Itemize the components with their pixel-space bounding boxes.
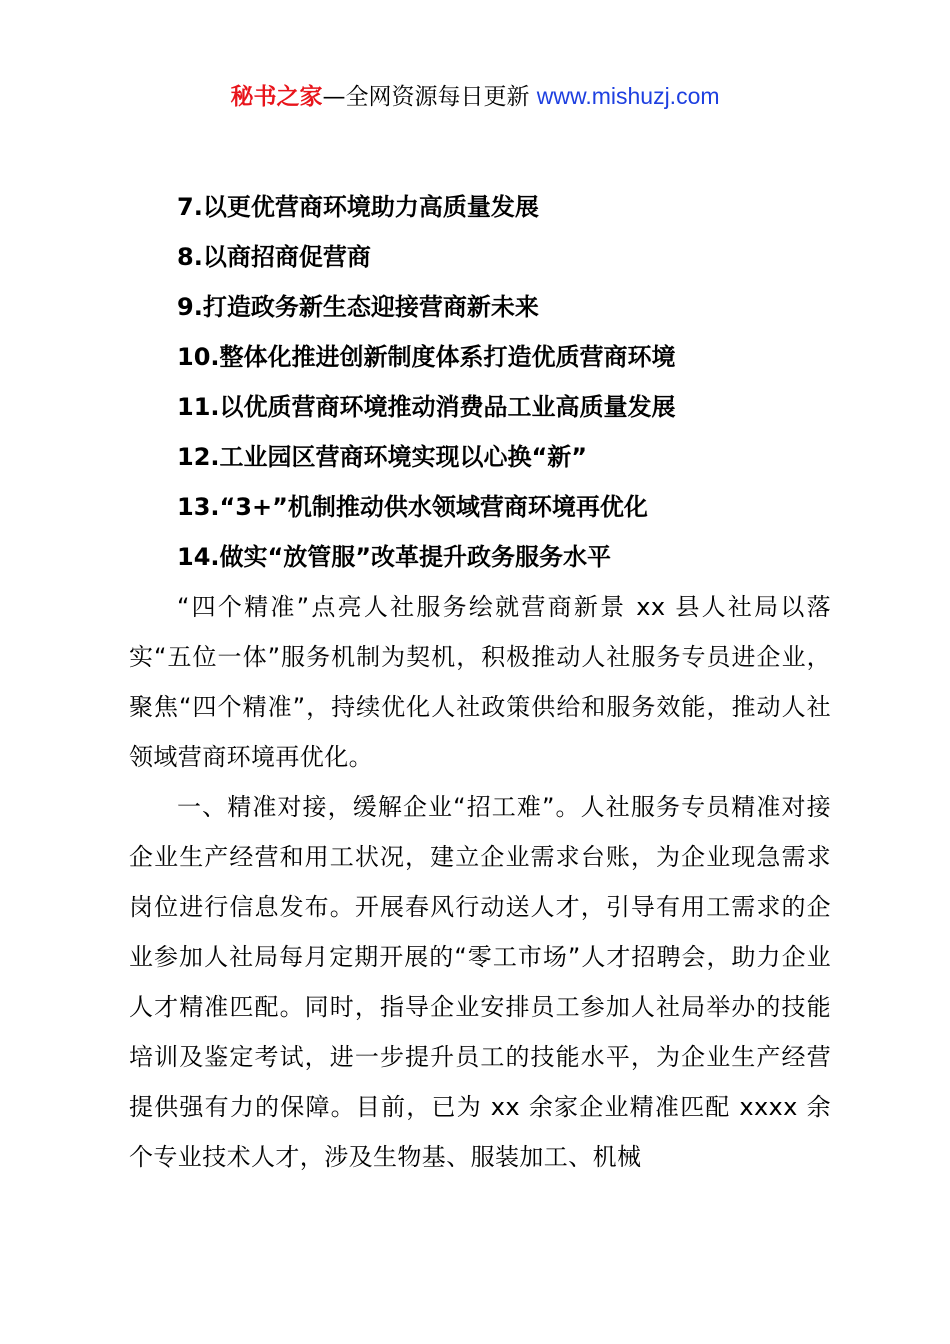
body-paragraph: “四个精准”点亮人社服务绘就营商新景 xx 县人社局以落实“五位一体”服务机制为契机，积极推动人社服务专员进企业，聚焦“四个精准”，持续优化人社政策供给和服务效能，推动人社领域营商环境再优化。 [129,593,831,771]
site-header [0,80,950,113]
document-body [129,182,831,1182]
site-url-link[interactable]: www.mishuzj.com [536,83,720,109]
heading-item: 14.做实“放管服”改革提升政务服务水平 [177,543,612,571]
site-tagline: —全网资源每日更新 [322,84,530,110]
body-paragraph: 一、精准对接，缓解企业“招工难”。人社服务专员精准对接企业生产经营和用工状况，建立企业需求台账，为企业现急需求岗位进行信息发布。开展春风行动送人才，引导有用工需求的企业参加人社局每月定期开展的“零工市场”人才招聘会，助力企业人才精准匹配。同时，指导企业安排员工参加人社局举办的技能培训及鉴定考试，进一步提升员工的技能水平，为企业生产经营提供强有力的保障。目前，已为 xx 余家企业精准匹配 xxxx 余个专业技术人才，涉及生物基、服装加工、机械 [129,793,831,1171]
heading-item: 10.整体化推进创新制度体系打造优质营商环境 [177,343,676,371]
site-brand: 秘书之家 [230,84,323,110]
heading-item: 11.以优质营商环境推动消费品工业高质量发展 [177,393,676,421]
heading-item: 13.“3+”机制推动供水领域营商环境再优化 [177,493,648,521]
heading-item: 9.打造政务新生态迎接营商新未来 [177,293,539,321]
heading-item: 7.以更优营商环境助力高质量发展 [177,193,539,221]
heading-item: 12.工业园区营商环境实现以心换“新” [177,443,588,471]
heading-item: 8.以商招商促营商 [177,243,371,271]
